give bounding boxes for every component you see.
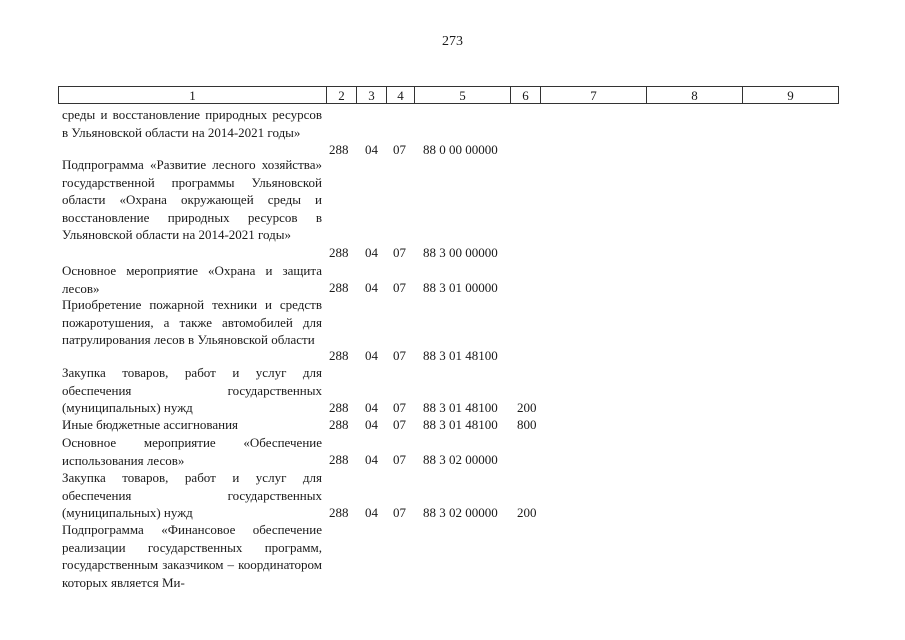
cell-subsection: 07: [393, 417, 406, 432]
cell-ministry: 288: [329, 400, 349, 415]
cell-section: 04: [365, 505, 378, 520]
column-header: 5: [415, 87, 511, 104]
row-description: Закупка товаров, работ и услуг для обеспечения государственных (муниципальных) нужд: [62, 365, 322, 415]
cell-ministry: 288: [329, 505, 349, 520]
cell-target-code: 88 3 01 48100: [423, 348, 498, 363]
cell-subsection: 07: [393, 280, 406, 295]
cell-expense-type: 200: [517, 505, 537, 520]
column-header: 4: [387, 87, 415, 104]
row-description: Основное мероприятие «Охрана и защита лесов»: [62, 263, 322, 296]
row-description: Подпрограмма «Финансовое обеспечение реализации государственных программ, государственным заказчиком – координатором которых является Ми-: [62, 522, 322, 590]
cell-section: 04: [365, 142, 378, 157]
cell-subsection: 07: [393, 400, 406, 415]
row-description: Подпрограмма «Развитие лесного хозяйства» государственной программы Ульяновской области «Охрана окружающей среды и восстановление природных ресурсов в Ульяновской области на 2014-2021 годы»: [62, 157, 322, 242]
cell-expense-type: 800: [517, 417, 537, 432]
cell-target-code: 88 3 01 48100: [423, 417, 498, 432]
row-description: среды и восстановление природных ресурсов в Ульяновской области на 2014-2021 годы»: [62, 107, 322, 140]
cell-target-code: 88 3 00 00000: [423, 245, 498, 260]
cell-subsection: 07: [393, 142, 406, 157]
column-header: 9: [743, 87, 839, 104]
cell-section: 04: [365, 400, 378, 415]
row-description: Основное мероприятие «Обеспечение использования лесов»: [62, 435, 322, 468]
cell-subsection: 07: [393, 505, 406, 520]
row-description: Приобретение пожарной техники и средств пожаротушения, а также автомобилей для патрулирования лесов в Ульяновской области: [62, 297, 322, 347]
column-header: 6: [511, 87, 541, 104]
cell-target-code: 88 3 01 48100: [423, 400, 498, 415]
cell-section: 04: [365, 452, 378, 467]
cell-ministry: 288: [329, 348, 349, 363]
column-header: 2: [327, 87, 357, 104]
column-header: 3: [357, 87, 387, 104]
column-header-row: [59, 87, 839, 104]
column-header: 1: [59, 87, 327, 104]
cell-ministry: 288: [329, 280, 349, 295]
cell-section: 04: [365, 280, 378, 295]
cell-ministry: 288: [329, 417, 349, 432]
cell-target-code: 88 0 00 00000: [423, 142, 498, 157]
cell-target-code: 88 3 02 00000: [423, 505, 498, 520]
cell-section: 04: [365, 417, 378, 432]
cell-ministry: 288: [329, 245, 349, 260]
cell-section: 04: [365, 348, 378, 363]
cell-expense-type: 200: [517, 400, 537, 415]
column-header: 8: [647, 87, 743, 104]
column-header: 7: [541, 87, 647, 104]
page-number: 273: [442, 34, 463, 49]
cell-ministry: 288: [329, 142, 349, 157]
cell-ministry: 288: [329, 452, 349, 467]
row-description: Иные бюджетные ассигнования: [62, 417, 239, 432]
row-description: Закупка товаров, работ и услуг для обеспечения государственных (муниципальных) нужд: [62, 470, 322, 520]
cell-section: 04: [365, 245, 378, 260]
cell-target-code: 88 3 02 00000: [423, 452, 498, 467]
cell-target-code: 88 3 01 00000: [423, 280, 498, 295]
cell-subsection: 07: [393, 452, 406, 467]
cell-subsection: 07: [393, 348, 406, 363]
cell-subsection: 07: [393, 245, 406, 260]
column-header-table: [58, 86, 839, 104]
